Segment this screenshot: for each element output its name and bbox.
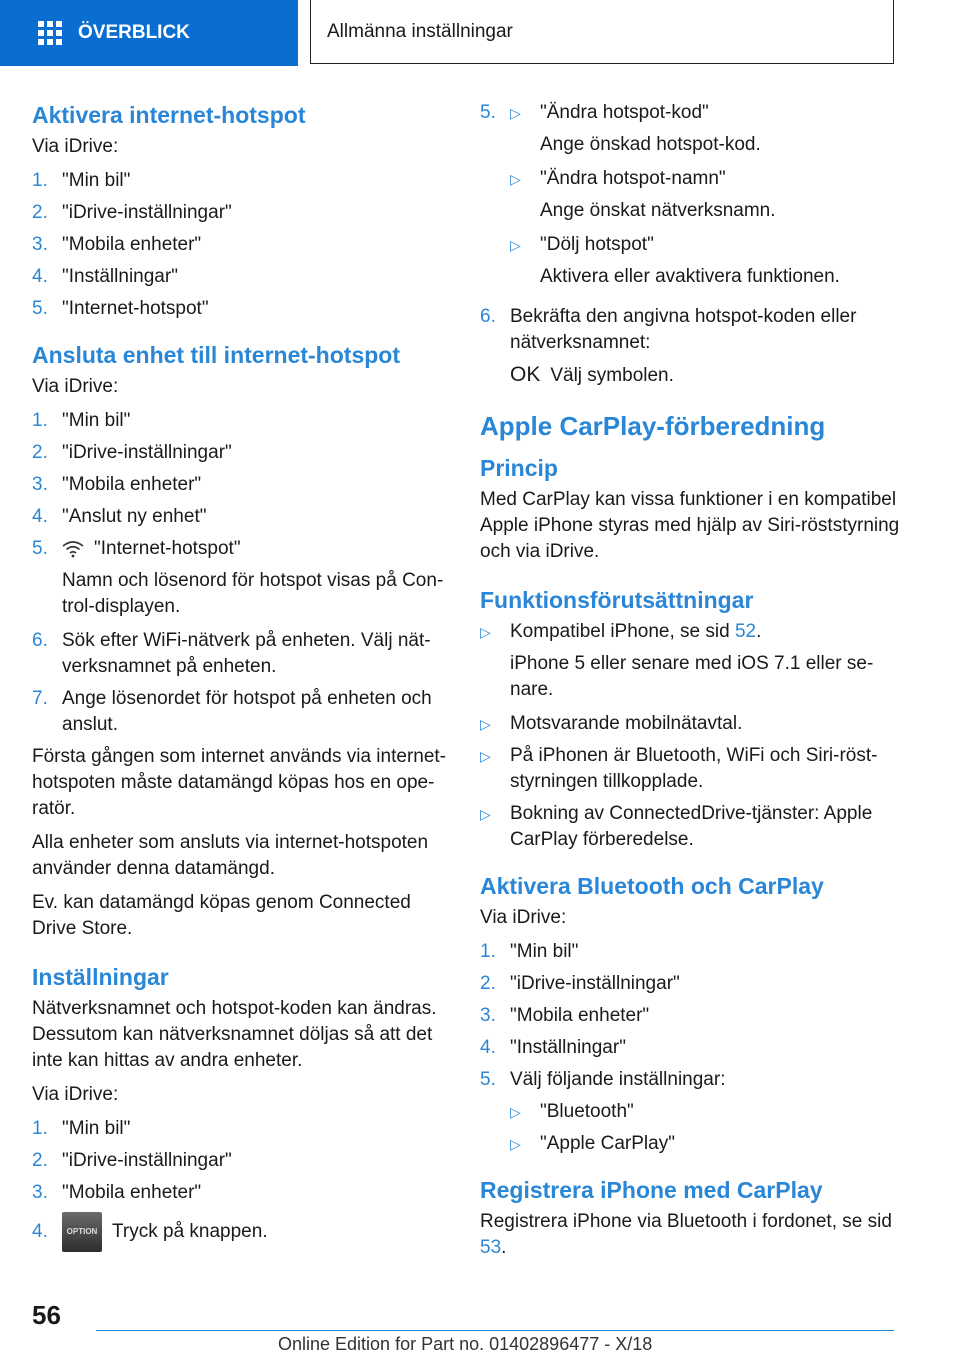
grid-menu-icon [38, 21, 62, 45]
list-item: 4. "Anslut ny enhet" [32, 506, 207, 527]
list-item: 4. "Inställningar" [32, 266, 178, 287]
triangle-bullet-icon: ▷ [480, 624, 491, 640]
heading-requirements: Funktionsförutsättningar [480, 587, 754, 613]
bullet-item: ▷ Bokning av ConnectedDrive-tjänster: Apple CarPlay förberedelse. [480, 801, 900, 853]
triangle-bullet-icon: ▷ [480, 748, 491, 764]
list-item: 6. Sök efter WiFi-nätverk på enheten. Välj nätverksnamnet på enheten. [32, 630, 431, 677]
overview-label: ÖVERBLICK [78, 22, 190, 43]
list-item: 2. "iDrive-inställningar" [32, 442, 232, 463]
option-button-icon: OPTION [62, 1212, 102, 1252]
list-item: 7. Ange lösenordet för hotspot på enheten och anslut. [32, 688, 432, 735]
step-note: Namn och lösenord för hotspot visas på Control-displayen. [62, 570, 444, 617]
triangle-bullet-icon: ▷ [510, 171, 521, 187]
page-number: 56 [32, 1300, 61, 1330]
list-item: 5. Välj följande inställningar: [480, 1069, 726, 1090]
left-column [32, 100, 447, 1258]
list-item: 1. "Min bil" [32, 1118, 131, 1139]
heading-principle: Princip [480, 455, 558, 481]
wifi-icon [62, 540, 84, 558]
list-item: 6. Bekräfta den angivna hotspot-koden eller nätverksnamnet: [480, 306, 857, 353]
bullet-item: ▷ "Ändra hotspot-namn" [510, 166, 900, 192]
via-idrive-label: Via iDrive: [32, 376, 119, 397]
list-item: 3. "Mobila enheter" [32, 1182, 202, 1203]
heading-connect-device: Ansluta enhet till internet-hotspot [32, 342, 400, 368]
overview-tab[interactable] [0, 0, 298, 66]
bullet-note: Ange önskad hotspot-kod. [540, 134, 761, 155]
list-item: 2. "iDrive-inställningar" [32, 202, 232, 223]
triangle-bullet-icon: ▷ [510, 105, 521, 121]
bullet-item: ▷ "Apple CarPlay" [510, 1131, 900, 1157]
paragraph: Alla enheter som ansluts via internet-hotspoten använder denna datamängd. [32, 832, 429, 879]
header [0, 0, 960, 66]
paragraph: Ev. kan datamängd köpas genom Connected Drive Store. [32, 892, 411, 939]
edition-footer: Online Edition for Part no. 01402896477 - X/18 [278, 1334, 653, 1354]
heading-settings: Inställningar [32, 964, 169, 990]
list-item: 2. "iDrive-inställningar" [480, 973, 680, 994]
heading-carplay: Apple CarPlay-förberedning [480, 411, 826, 441]
heading-register-iphone: Registrera iPhone med CarPlay [480, 1177, 823, 1203]
heading-bluetooth-carplay: Aktivera Bluetooth och CarPlay [480, 873, 824, 899]
triangle-bullet-icon: ▷ [510, 237, 521, 253]
bullet-item: ▷ Kompatibel iPhone, se sid 52. [480, 619, 900, 645]
list-item: 2. "iDrive-inställningar" [32, 1150, 232, 1171]
right-column [480, 100, 900, 1269]
bullet-note: Aktivera eller avaktivera funktionen. [540, 266, 840, 287]
list-item: 4. "Inställningar" [480, 1037, 626, 1058]
paragraph: Första gången som internet används via internet-hotspoten måste datamängd köpas hos en operatör. [32, 746, 447, 819]
triangle-bullet-icon: ▷ [510, 1136, 521, 1152]
via-idrive-label: Via iDrive: [32, 1084, 119, 1105]
bullet-item: ▷ "Dölj hotspot" [510, 232, 900, 258]
paragraph: Med CarPlay kan vissa funktioner i en kompatibel Apple iPhone styras med hjälp av Siri-röststyrning och via iDrive. [480, 489, 900, 562]
triangle-bullet-icon: ▷ [510, 1104, 521, 1120]
bullet-note: Ange önskat nätverksnamn. [540, 200, 776, 221]
bullet-note: iPhone 5 eller senare med iOS 7.1 eller senare. [510, 653, 874, 700]
section-tab[interactable] [310, 0, 894, 64]
list-item: 3. "Mobila enheter" [32, 474, 202, 495]
bullet-item: ▷ Motsvarande mobilnätavtal. [480, 711, 900, 737]
bullet-item: ▷ "Ändra hotspot-kod" [510, 100, 900, 126]
page-link-53[interactable]: 53 [480, 1237, 502, 1258]
via-idrive-label: Via iDrive: [480, 907, 567, 928]
paragraph: Registrera iPhone via Bluetooth i fordonet, se sid 53. [480, 1211, 892, 1258]
list-item: 1. "Min bil" [32, 410, 131, 431]
triangle-bullet-icon: ▷ [480, 806, 491, 822]
via-idrive-label: Via iDrive: [32, 136, 119, 157]
list-item: 1. "Min bil" [32, 170, 131, 191]
paragraph: Nätverksnamnet och hotspot-koden kan ändras. Dessutom kan nätverksnamnet döljas så att det inte kan hittas av andra enheter. [32, 998, 437, 1071]
list-item: 5. ▷ "Ändra hotspot-kod" Ange önskad hotspot-kod. ▷ "Ändra hotspot-namn" Ange önskat nätverksnamn. ▷ "Dölj hotspot" Aktivera eller avaktivera funktionen. [480, 100, 900, 298]
triangle-bullet-icon: ▷ [480, 716, 491, 732]
list-item: 3. "Mobila enheter" [32, 234, 202, 255]
ok-symbol-line: OK Välj symbolen. [510, 363, 674, 386]
list-item: 5. "Internet-hotspot" [32, 538, 241, 559]
section-label: Allmänna inställningar [327, 20, 513, 42]
footer-divider [96, 1330, 894, 1331]
heading-activate-hotspot: Aktivera internet-hotspot [32, 102, 306, 128]
list-item: 1. "Min bil" [480, 941, 579, 962]
ok-icon: OK [510, 363, 541, 386]
list-item: 5. "Internet-hotspot" [32, 298, 209, 319]
list-item: 4. OPTION Tryck på knappen. [32, 1212, 447, 1252]
bullet-item: ▷ "Bluetooth" [510, 1099, 900, 1125]
bullet-item: ▷ På iPhonen är Bluetooth, WiFi och Siri-röststyrningen tillkopplade. [480, 743, 900, 795]
page-link-52[interactable]: 52 [734, 621, 757, 642]
list-item: 3. "Mobila enheter" [480, 1005, 650, 1026]
